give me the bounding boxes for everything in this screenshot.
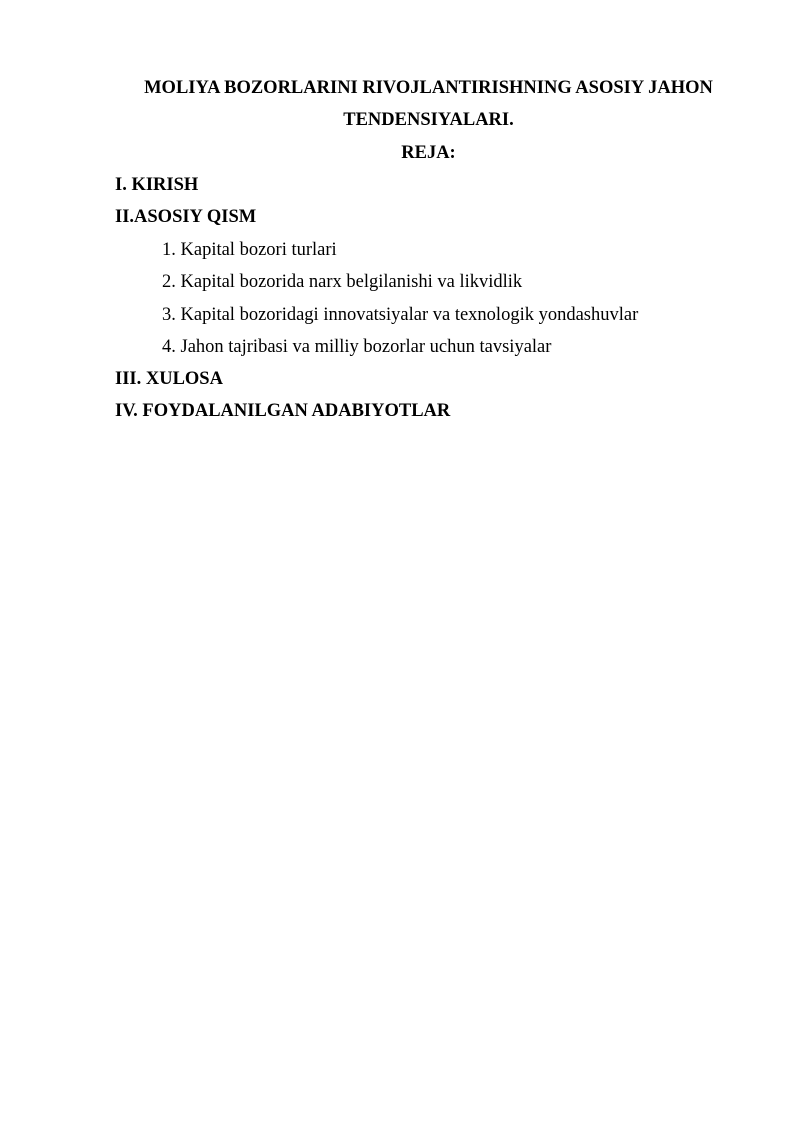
subsection-item: 1. Kapital bozori turlari: [162, 240, 337, 260]
document-title-line-2: TENDENSIYALARI.: [343, 110, 514, 130]
subsection-item: 3. Kapital bozoridagi innovatsiyalar va texnologik yondashuvlar: [162, 305, 639, 325]
section-references: IV. FOYDALANILGAN ADABIYOTLAR: [115, 401, 451, 421]
subsection-item: 4. Jahon tajribasi va milliy bozorlar uchun tavsiyalar: [162, 337, 552, 357]
section-conclusion: III. XULOSA: [115, 369, 223, 389]
document-title-line-1: MOLIYA BOZORLARINI RIVOJLANTIRISHNING ASOSIY JAHON: [144, 78, 713, 98]
plan-heading: REJA:: [401, 143, 456, 163]
section-main-part: II.ASOSIY QISM: [115, 207, 257, 227]
section-introduction: I. KIRISH: [115, 175, 199, 195]
subsection-item: 2. Kapital bozorida narx belgilanishi va likvidlik: [162, 272, 523, 292]
